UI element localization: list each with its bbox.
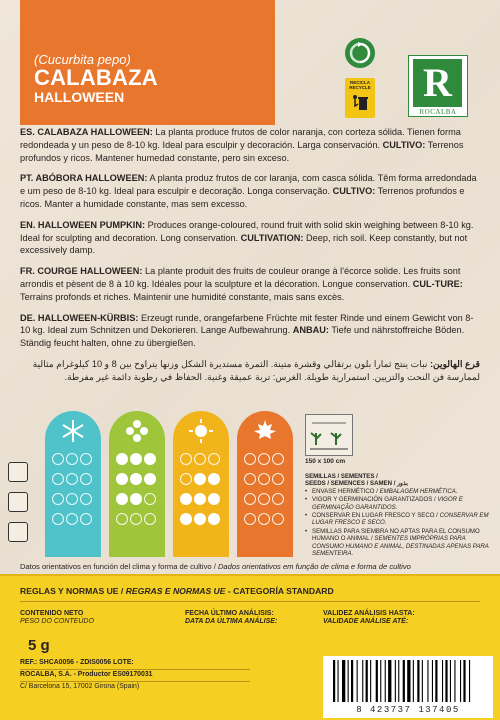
- descriptions: [20, 126, 480, 392]
- month-dot: [258, 473, 270, 485]
- month-dot: [272, 453, 284, 465]
- company: ROCALBA, S.A. - Productor ES09170031: [20, 670, 250, 682]
- month-dot: [52, 513, 64, 525]
- month-dot: [244, 473, 256, 485]
- description-pt: PT. ABÓBORA HALLOWEEN: A planta produz frutos de cor laranja, com casca sólida. Têm forma arredondada e um peso de 8-10 kg. Ideal para esculpir e decoração. Longa conservação. CULTIVO: Terrenos profundos e ricos. Manter a humidade constante, mas sem excesso.: [20, 173, 477, 209]
- ref-lot: REF.: SHCA0056 - ZDIS0056 LOTE:: [20, 658, 250, 670]
- product-name: CALABAZA: [34, 65, 158, 90]
- variety-name: HALLOWEEN: [34, 89, 125, 105]
- net-content-column: CONTENIDO NETO PESO DO CONTEÚDO: [20, 610, 94, 626]
- month-dot: [180, 513, 192, 525]
- barcode: [323, 656, 493, 718]
- net-weight: 5 g: [28, 637, 50, 654]
- month-dot: [52, 473, 64, 485]
- month-dot: [144, 453, 156, 465]
- divider: [20, 601, 480, 602]
- month-dot: [272, 513, 284, 525]
- month-dot: [208, 473, 220, 485]
- month-dot: [80, 453, 92, 465]
- month-dot: [208, 493, 220, 505]
- legend-item: • SEMILLAS PARA SIEMBRA NO APTAS PARA EL CONSUMO HUMANO O ANIMAL / SEMENTES IMPRÓPRIAS PARA CONSUMO HUMANO E ANIMAL, DESTINADAS APENAS PARA SEMENTEIRA.: [305, 527, 489, 558]
- title-box: [20, 0, 275, 125]
- month-dot: [258, 453, 270, 465]
- calendar-panel-winter: [45, 411, 101, 557]
- calendar-panel-autumn: [237, 411, 293, 557]
- rocalba-brand: ROCALBA: [419, 108, 457, 116]
- legend-item: • CONSERVAR EN LUGAR FRESCO Y SECO / CONSERVAR EM LUGAR FRESCO E SECO.: [305, 512, 489, 527]
- rocalba-logo: [408, 55, 468, 117]
- month-dot: [144, 493, 156, 505]
- month-dot: [116, 493, 128, 505]
- month-dot: [66, 513, 78, 525]
- month-dot: [180, 493, 192, 505]
- rules-heading: REGLAS Y NORMAS UE / REGRAS E NORMAS UE - CATEGORÍA STANDARD: [20, 586, 334, 596]
- month-dot: [208, 453, 220, 465]
- month-dot: [52, 493, 64, 505]
- month-dot: [244, 493, 256, 505]
- description-es: ES. CALABAZA HALLOWEEN: La planta produce frutos de color naranja, con corteza sólida. Tienen forma redondeada y un peso de 8-10 kg. Ideal para esculpir y decoración. Larga conservación. CULTIVO: Terrenos profundos y ricos. Mantener humedad constante, pero sin exceso.: [20, 127, 464, 163]
- month-dot: [194, 453, 206, 465]
- month-dot: [80, 473, 92, 485]
- legend-item: • ENVASE HERMÉTICO / EMBALAGEM HERMÉTICA.: [305, 487, 458, 495]
- month-dot: [130, 513, 142, 525]
- legend-item: • VIGOR Y GERMINACIÓN GARANTIZADOS / VIGOR E GERMINAÇÃO GARANTIDOS.: [305, 496, 463, 511]
- eu-rules-section: [0, 574, 500, 720]
- month-dot: [194, 493, 206, 505]
- month-dot: [244, 513, 256, 525]
- validity-column: VALIDEZ ANÁLISIS HASTA: VALIDADE ANÁLISE ATÉ:: [323, 610, 415, 626]
- month-dot: [272, 473, 284, 485]
- month-dot: [80, 513, 92, 525]
- month-dot: [144, 513, 156, 525]
- recycle-bin-logo: [345, 78, 375, 118]
- maple-leaf-icon: [253, 419, 277, 443]
- flower-icon: [125, 419, 149, 443]
- rocalba-letter: R: [413, 59, 462, 107]
- legend-header-1: SEMILLAS / SEMENTES /: [305, 473, 378, 480]
- month-dot: [116, 513, 128, 525]
- month-dot: [52, 453, 64, 465]
- latin-name: (Cucurbita pepo): [34, 52, 131, 67]
- sowing-method-icons: [8, 462, 36, 552]
- product-meta: [20, 658, 250, 691]
- seedbed-icon: [8, 462, 28, 482]
- description-ar: قرع الهالوين: نبات ينتج ثمارا بلون برتقالي وقشرة متينة. الثمرة مستديرة الشكل وزنها يتراوح بين 8 و 10 كيلوغرام مثالية لممارسة فن النحت والتزيين. استمرارية طويلة. الغرس: تربة عميقة وغنية. الحفاظ في رطوبة دائمة غير مفرطة.: [32, 358, 480, 382]
- green-dot-recycle-icon: [345, 38, 375, 68]
- month-dot: [180, 473, 192, 485]
- analysis-date-column: FECHA ÚLTIMO ANÁLISIS: DATA DA ÚLTIMA ANÁLISE:: [185, 610, 278, 626]
- recicla-label: RECICLA RECYCLE: [349, 80, 371, 90]
- description-de: DE. HALLOWEEN-KÜRBIS: Erzeugt runde, orangefarbene Früchte mit fester Rinde und einem Gewicht von 8-10 kg. Ideal zum Schnitzen und Dekorieren. Lange Aufbewahrung. ANBAU: Tiefe und nährstoffreiche Böden. Ständig feucht halten, ohne zu übergießen.: [20, 312, 474, 349]
- description-en: EN. HALLOWEEN PUMPKIN: Produces orange-coloured, round fruit with solid skin weighing between 8-10 kg. Ideal for sculpting and decoration. Long conservation. CULTIVATION: Deep, rich soil. Keep constantly, but not excessively damp.: [20, 219, 474, 256]
- trash-bin-icon: [351, 92, 369, 112]
- transplant-icon: [8, 522, 28, 542]
- month-dot: [258, 493, 270, 505]
- month-dot: [258, 513, 270, 525]
- month-dot: [144, 473, 156, 485]
- month-dot: [272, 493, 284, 505]
- calendar-panel-summer: [173, 411, 229, 557]
- barcode-digits: 8 423737 137405: [356, 705, 460, 715]
- snowflake-icon: [61, 419, 85, 443]
- description-fr: FR. COURGE HALLOWEEN: La plante produit des fruits de couleur orange à l'écorce solide. Les fruits sont arrondis et pèsent de 8 à 10 kg. Idéales pour la sculpture et la décoration. Longue conservation. CUL-TURE: Terrains profonds et riches. Maintenir une humidité constante, mais sans excès.: [20, 266, 463, 302]
- calendar-panel-spring: [109, 411, 165, 557]
- month-dot: [130, 473, 142, 485]
- month-dot: [130, 493, 142, 505]
- month-dot: [194, 473, 206, 485]
- barcode-bars: [323, 656, 493, 706]
- legend-header-2: SEEDS / SEMENCES / SAMEN / بذور: [305, 480, 408, 488]
- sowing-calendar: [45, 411, 300, 557]
- month-dot: [66, 493, 78, 505]
- seeds-legend: [305, 473, 495, 558]
- address: C/ Barcelona 15, 17002 Girona (Spain): [20, 682, 140, 690]
- month-dot: [208, 513, 220, 525]
- month-dot: [244, 453, 256, 465]
- month-dot: [116, 473, 128, 485]
- plant-spacing-icon: [305, 414, 353, 456]
- sun-icon: [189, 419, 213, 443]
- disclaimer: Datos orientativos en función del clima y forma de cultivo / Dados orientativos em função de clima e forma de cultivo: [20, 562, 411, 571]
- month-dot: [66, 473, 78, 485]
- month-dot: [130, 453, 142, 465]
- month-dot: [194, 513, 206, 525]
- spacing-label: 150 x 100 cm: [305, 458, 346, 465]
- month-dot: [80, 493, 92, 505]
- month-dot: [66, 453, 78, 465]
- month-dot: [116, 453, 128, 465]
- direct-sowing-icon: [8, 492, 28, 512]
- month-dot: [180, 453, 192, 465]
